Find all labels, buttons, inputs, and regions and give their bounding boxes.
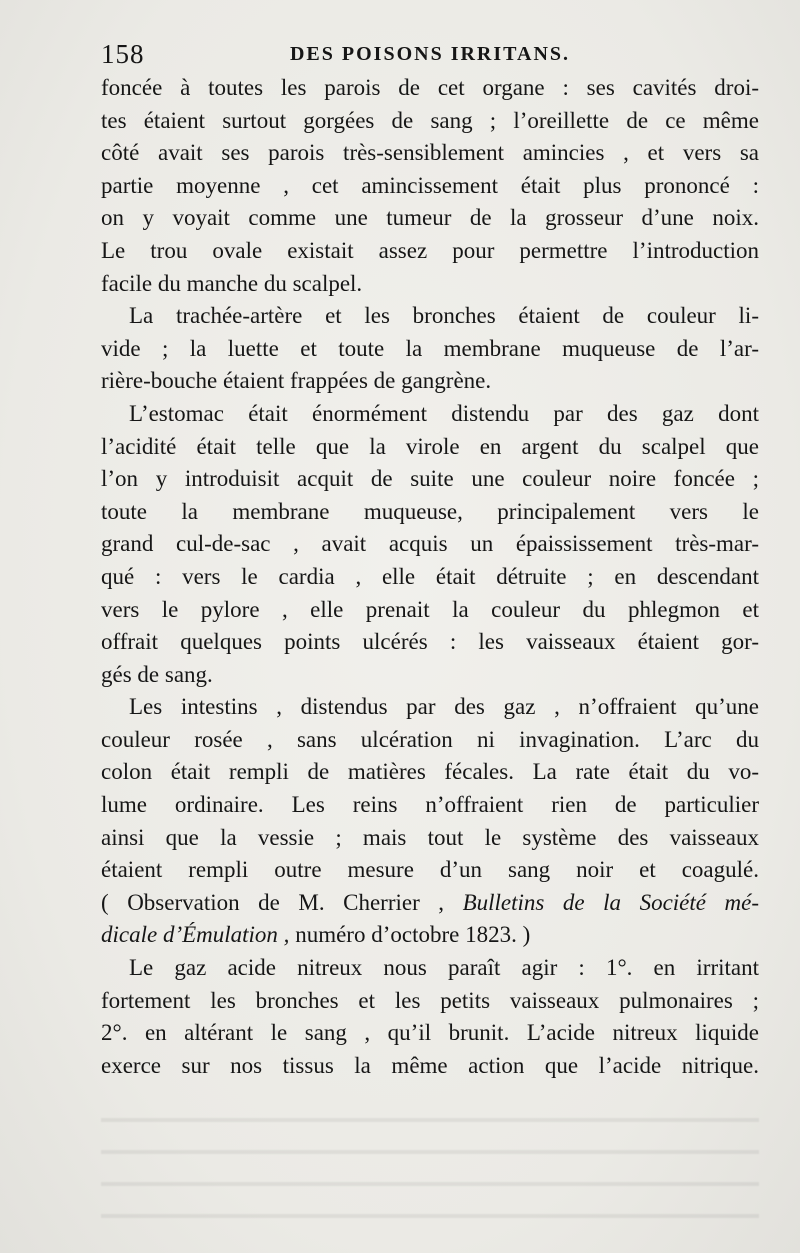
text-line: tes étaient surtout gorgées de sang ; l’oreillette de ce même [101, 107, 759, 133]
citation-close: numéro d’octobre 1823. ) [295, 922, 531, 948]
paragraph-first-line: Les intestins , distendus par des gaz , n’offraient qu’une [129, 694, 759, 720]
text-line: grand cul-de-sac , avait acquis un épaississement très-mar- [101, 531, 759, 557]
text-line: étaient rempli outre mesure d’un sang noir et coagulé. [101, 857, 759, 883]
text-line: vers le pylore , elle prenait la couleur du phlegmon et [101, 596, 759, 622]
text-line: qué : vers le cardia , elle était détruite ; en descendant [101, 563, 759, 589]
paragraph-first-line: L’estomac était énormément distendu par des gaz dont [129, 400, 759, 426]
text-line: 2°. en altérant le sang , qu’il brunit. L’acide nitreux liquide [101, 1020, 759, 1046]
text-line: côté avait ses parois très-sensiblement amincies , et vers sa [101, 140, 759, 166]
text-line: exerce sur nos tissus la même action que l’acide nitrique. [101, 1052, 759, 1078]
paragraph-first-line: La trachée-artère et les bronches étaient de couleur li- [129, 303, 759, 329]
text-line: lume ordinaire. Les reins n’offraient rien de particulier [101, 792, 759, 818]
text-line: ainsi que la vessie ; mais tout le système des vaisseaux [101, 824, 759, 850]
text-line: foncée à toutes les parois de cet organe : ses cavités droi- [101, 75, 759, 100]
text-line [101, 887, 759, 920]
text-line: colon était rempli de matières fécales. La rate était du vo- [101, 759, 759, 785]
page-header [101, 36, 759, 72]
text-line: offrait quelques points ulcérés : les vaisseaux étaient gor- [101, 629, 759, 655]
paragraph-first-line: Le gaz acide nitreux nous paraît agir : 1°. en irritant [129, 955, 759, 981]
text-line: rière-bouche étaient frappées de gangrène. [101, 368, 492, 394]
text-line: vide ; la luette et toute la membrane muqueuse de l’ar- [101, 335, 759, 361]
text-line: facile du manche du scalpel. [101, 270, 363, 296]
text-line: Le trou ovale existait assez pour permettre l’introduction [101, 237, 759, 263]
text-line [101, 919, 759, 952]
body-text [101, 72, 759, 1082]
text-line: gés de sang. [101, 661, 213, 687]
running-title: DES POISONS IRRITANS. [289, 43, 571, 65]
show-through-texture [101, 1100, 759, 1220]
text-line: fortement les bronches et les petits vaisseaux pulmonaires ; [101, 987, 759, 1013]
text-line: partie moyenne , cet amincissement était plus prononcé : [101, 172, 759, 198]
journal-title: Bulletins de la Société mé- [462, 889, 759, 915]
text-line: l’on y introduisit acquit de suite une couleur noire foncée ; [101, 466, 759, 492]
text-line: toute la membrane muqueuse, principalement vers le [101, 498, 759, 524]
text-line: on y voyait comme une tumeur de la grosseur d’une noix. [101, 205, 759, 231]
journal-title-continued: dicale d’Émulation , [101, 922, 290, 948]
text-line: l’acidité était telle que la virole en argent du scalpel que [101, 433, 759, 459]
text-line: couleur rosée , sans ulcération ni invagination. L’arc du [101, 726, 759, 752]
citation-open: ( Observation de M. Cherrier , [101, 889, 445, 915]
page-number: 158 [101, 39, 145, 69]
